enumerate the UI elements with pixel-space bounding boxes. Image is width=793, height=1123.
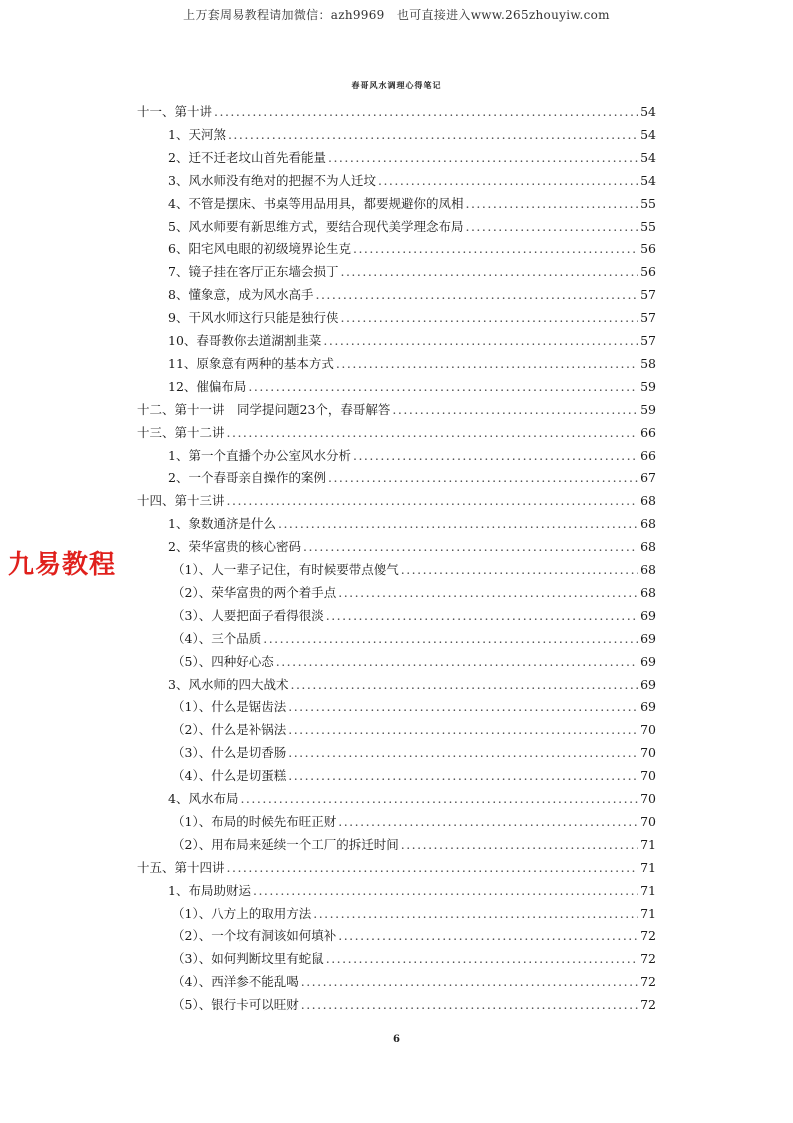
toc-entry-title: 8、懂象意，成为风水高手 bbox=[168, 287, 314, 303]
toc-entry-page: 72 bbox=[640, 997, 656, 1013]
toc-entry bbox=[168, 881, 656, 901]
toc-leader-dots bbox=[301, 995, 638, 1015]
toc-entry bbox=[168, 675, 656, 695]
toc-entry-page: 69 bbox=[640, 607, 656, 623]
toc-entry-title: 1、第一个直播个办公室风水分析 bbox=[168, 447, 351, 463]
toc-leader-dots bbox=[313, 904, 638, 924]
toc-entry bbox=[172, 560, 656, 580]
toc-entry-title: 十三、第十二讲 bbox=[137, 424, 225, 440]
toc-entry bbox=[137, 858, 656, 878]
toc-leader-dots bbox=[392, 400, 638, 420]
toc-leader-dots bbox=[338, 583, 638, 603]
toc-leader-dots bbox=[338, 926, 638, 946]
toc-entry-title: （1）、人一辈子记住，有时候要带点傻气 bbox=[172, 562, 399, 577]
toc-entry bbox=[168, 354, 656, 374]
toc-leader-dots bbox=[240, 789, 638, 809]
toc-leader-dots bbox=[303, 537, 638, 557]
toc-entry-page: 72 bbox=[640, 928, 656, 944]
toc-leader-dots bbox=[328, 468, 638, 488]
toc-leader-dots bbox=[378, 171, 638, 191]
toc-entry-title: 1、布局助财运 bbox=[168, 882, 251, 898]
page-number: 6 bbox=[393, 1034, 400, 1045]
toc-entry bbox=[172, 583, 656, 603]
toc-entry bbox=[172, 606, 656, 626]
toc-leader-dots bbox=[228, 125, 638, 145]
toc-entry-page: 66 bbox=[640, 424, 656, 440]
toc-entry-page: 70 bbox=[640, 722, 656, 738]
toc-entry-page: 71 bbox=[640, 882, 656, 898]
toc-entry bbox=[168, 125, 656, 145]
toc-leader-dots bbox=[288, 766, 638, 786]
toc-entry-page: 54 bbox=[640, 104, 656, 119]
toc-leader-dots bbox=[263, 629, 638, 649]
toc-entry-title: 十五、第十四讲 bbox=[137, 859, 225, 875]
toc-entry-page: 72 bbox=[640, 974, 656, 990]
toc-entry bbox=[168, 446, 656, 466]
toc-entry bbox=[172, 766, 656, 786]
toc-entry-page: 68 bbox=[640, 539, 656, 555]
toc-entry bbox=[172, 652, 656, 672]
toc-entry-page: 54 bbox=[640, 172, 656, 188]
toc-entry-page: 68 bbox=[640, 493, 656, 509]
toc-entry-page: 57 bbox=[640, 287, 656, 303]
toc-entry-title: （4）、三个品质 bbox=[172, 630, 262, 646]
toc-leader-dots bbox=[328, 148, 638, 168]
toc-entry-title: 2、迁不迁老坟山首先看能量 bbox=[168, 149, 326, 165]
toc-leader-dots bbox=[315, 285, 638, 305]
toc-entry-page: 68 bbox=[640, 584, 656, 600]
toc-entry-title: （3）、什么是切香肠 bbox=[172, 745, 287, 761]
toc-leader-dots bbox=[276, 652, 638, 672]
toc-leader-dots bbox=[353, 239, 638, 259]
toc-entry-title: 6、阳宅风电眼的初级境界论生克 bbox=[168, 241, 351, 257]
toc-entry bbox=[168, 308, 656, 328]
toc-entry-title: （5）、银行卡可以旺财 bbox=[172, 997, 299, 1013]
toc-entry-page: 57 bbox=[640, 333, 656, 348]
toc-leader-dots bbox=[288, 720, 638, 740]
toc-entry-page: 55 bbox=[640, 195, 656, 211]
toc-entry bbox=[137, 423, 656, 443]
toc-leader-dots bbox=[326, 949, 638, 969]
toc-entry bbox=[168, 537, 656, 557]
running-head: 春哥风水调理心得笔记 bbox=[351, 80, 442, 90]
toc-entry-page: 58 bbox=[640, 355, 656, 371]
toc-entry-title: （3）、如何判断坟里有蛇鼠 bbox=[172, 951, 324, 967]
toc-entry bbox=[168, 171, 656, 191]
toc-entry-title: （2）、用布局来延续一个工厂的拆迁时间 bbox=[172, 836, 399, 852]
toc-leader-dots bbox=[465, 217, 638, 237]
toc-entry-title: 十四、第十三讲 bbox=[137, 493, 225, 509]
toc-entry-page: 71 bbox=[640, 905, 656, 921]
toc-entry-page: 69 bbox=[640, 630, 656, 646]
toc-entry bbox=[172, 629, 656, 649]
toc-entry bbox=[172, 926, 656, 946]
toc-leader-dots bbox=[288, 743, 638, 763]
toc-entry-page: 57 bbox=[640, 310, 656, 326]
toc-entry-title: （2）、一个坟有洞该如何填补 bbox=[172, 928, 337, 944]
toc-entry-page: 54 bbox=[640, 149, 656, 165]
toc-entry-title: （5）、四种好心态 bbox=[172, 653, 274, 669]
toc-entry-page: 72 bbox=[640, 951, 656, 967]
toc-entry-page: 68 bbox=[640, 562, 656, 577]
toc-entry bbox=[172, 743, 656, 763]
toc-entry bbox=[172, 835, 656, 855]
toc-entry bbox=[137, 400, 656, 420]
toc-entry-page: 56 bbox=[640, 241, 656, 257]
toc-leader-dots bbox=[326, 606, 638, 626]
toc-entry bbox=[137, 102, 656, 122]
toc-leader-dots bbox=[227, 858, 639, 878]
toc-entry-title: 十二、第十一讲 同学提问题23个，春哥解答 bbox=[137, 401, 391, 417]
toc-entry-page: 59 bbox=[640, 401, 656, 417]
toc-entry-title: 2、荣华富贵的核心密码 bbox=[168, 539, 301, 555]
toc-entry bbox=[168, 262, 656, 282]
toc-entry-title: 3、风水师的四大战术 bbox=[168, 676, 289, 692]
toc-entry-title: 9、干风水师这行只能是独行侠 bbox=[168, 310, 339, 326]
toc-entry-page: 71 bbox=[640, 859, 656, 875]
toc-entry bbox=[172, 697, 656, 717]
toc-entry-page: 66 bbox=[640, 447, 656, 463]
toc-entry-page: 55 bbox=[640, 218, 656, 234]
toc-leader-dots bbox=[465, 194, 638, 214]
toc-leader-dots bbox=[288, 697, 638, 717]
watermark: 九易教程 bbox=[8, 550, 117, 580]
toc-entry bbox=[172, 949, 656, 969]
toc-entry bbox=[168, 514, 656, 534]
toc-entry-page: 56 bbox=[640, 264, 656, 280]
toc-leader-dots bbox=[214, 102, 638, 122]
toc-leader-dots bbox=[290, 675, 638, 695]
toc-entry-title: 7、镜子挂在客厅正东墙会损丁 bbox=[168, 264, 339, 280]
toc-leader-dots bbox=[401, 835, 638, 855]
toc-entry-page: 54 bbox=[640, 126, 656, 142]
toc-entry-title: （1）、八方上的取用方法 bbox=[172, 905, 312, 921]
toc-entry-page: 69 bbox=[640, 699, 656, 715]
toc-entry-title: 5、风水师要有新思维方式，要结合现代美学理念布局 bbox=[168, 218, 464, 234]
toc-entry-title: （1）、什么是锯齿法 bbox=[172, 699, 287, 715]
toc-entry bbox=[168, 148, 656, 168]
toc-entry bbox=[168, 789, 656, 809]
toc-leader-dots bbox=[301, 972, 638, 992]
toc-entry-title: （2）、荣华富贵的两个着手点 bbox=[172, 584, 337, 600]
toc-entry-title: （3）、人要把面子看得很淡 bbox=[172, 607, 324, 623]
header-banner: 上万套周易教程请加微信：azh9969 也可直接进入www.265zhouyiw.com bbox=[183, 8, 610, 22]
toc-entry-title: 11、原象意有两种的基本方式 bbox=[168, 355, 334, 371]
toc-entry-title: （1）、布局的时候先布旺正财 bbox=[172, 813, 337, 829]
toc-entry-page: 70 bbox=[640, 791, 656, 806]
toc-entry bbox=[172, 972, 656, 992]
toc-leader-dots bbox=[340, 262, 638, 282]
toc-entry bbox=[168, 239, 656, 259]
toc-entry-title: 3、风水师没有绝对的把握不为人迁坟 bbox=[168, 172, 376, 188]
toc-leader-dots bbox=[336, 354, 638, 374]
toc-entry-title: 4、不管是摆床、书桌等用品用具，都要规避你的凤相 bbox=[168, 195, 464, 211]
toc-leader-dots bbox=[323, 331, 638, 351]
toc-entry bbox=[172, 812, 656, 832]
toc-entry bbox=[168, 217, 656, 237]
toc-leader-dots bbox=[227, 423, 639, 443]
toc-leader-dots bbox=[340, 308, 638, 328]
toc-entry bbox=[168, 468, 656, 488]
toc-entry-title: 10、春哥教你去道湖割韭菜 bbox=[168, 333, 322, 348]
toc-entry bbox=[168, 331, 656, 351]
toc-entry-title: （4）、什么是切蛋糕 bbox=[172, 768, 287, 784]
toc-leader-dots bbox=[338, 812, 638, 832]
toc-entry-page: 70 bbox=[640, 813, 656, 829]
toc-entry-title: （2）、什么是补锅法 bbox=[172, 722, 287, 738]
toc-entry-page: 67 bbox=[640, 470, 656, 486]
toc-entry-page: 59 bbox=[640, 378, 656, 394]
toc-entry bbox=[168, 194, 656, 214]
toc-entry bbox=[168, 285, 656, 305]
toc-entry bbox=[172, 720, 656, 740]
toc-entry-title: 2、一个春哥亲自操作的案例 bbox=[168, 470, 326, 486]
toc-entry-title: 1、象数通济是什么 bbox=[168, 516, 276, 532]
toc-entry-page: 70 bbox=[640, 768, 656, 784]
toc-leader-dots bbox=[401, 560, 638, 580]
toc-entry-page: 68 bbox=[640, 516, 656, 532]
toc-leader-dots bbox=[227, 491, 639, 511]
toc-entry-title: 十一、第十讲 bbox=[137, 104, 213, 119]
toc-leader-dots bbox=[248, 377, 638, 397]
toc-entry bbox=[168, 377, 656, 397]
toc-entry-page: 69 bbox=[640, 676, 656, 692]
toc-entry-page: 69 bbox=[640, 653, 656, 669]
toc-leader-dots bbox=[353, 446, 638, 466]
toc-entry-page: 70 bbox=[640, 745, 656, 761]
toc-entry-title: 1、天河煞 bbox=[168, 126, 226, 142]
toc-leader-dots bbox=[253, 881, 638, 901]
toc-leader-dots bbox=[278, 514, 638, 534]
toc-entry bbox=[172, 904, 656, 924]
toc-entry-title: 4、风水布局 bbox=[168, 791, 239, 806]
toc-entry-page: 71 bbox=[640, 836, 656, 852]
toc-entry bbox=[137, 491, 656, 511]
toc-entry-title: 12、催偏布局 bbox=[168, 378, 247, 394]
toc-entry bbox=[172, 995, 656, 1015]
toc-entry-title: （4）、西洋参不能乱喝 bbox=[172, 974, 299, 990]
